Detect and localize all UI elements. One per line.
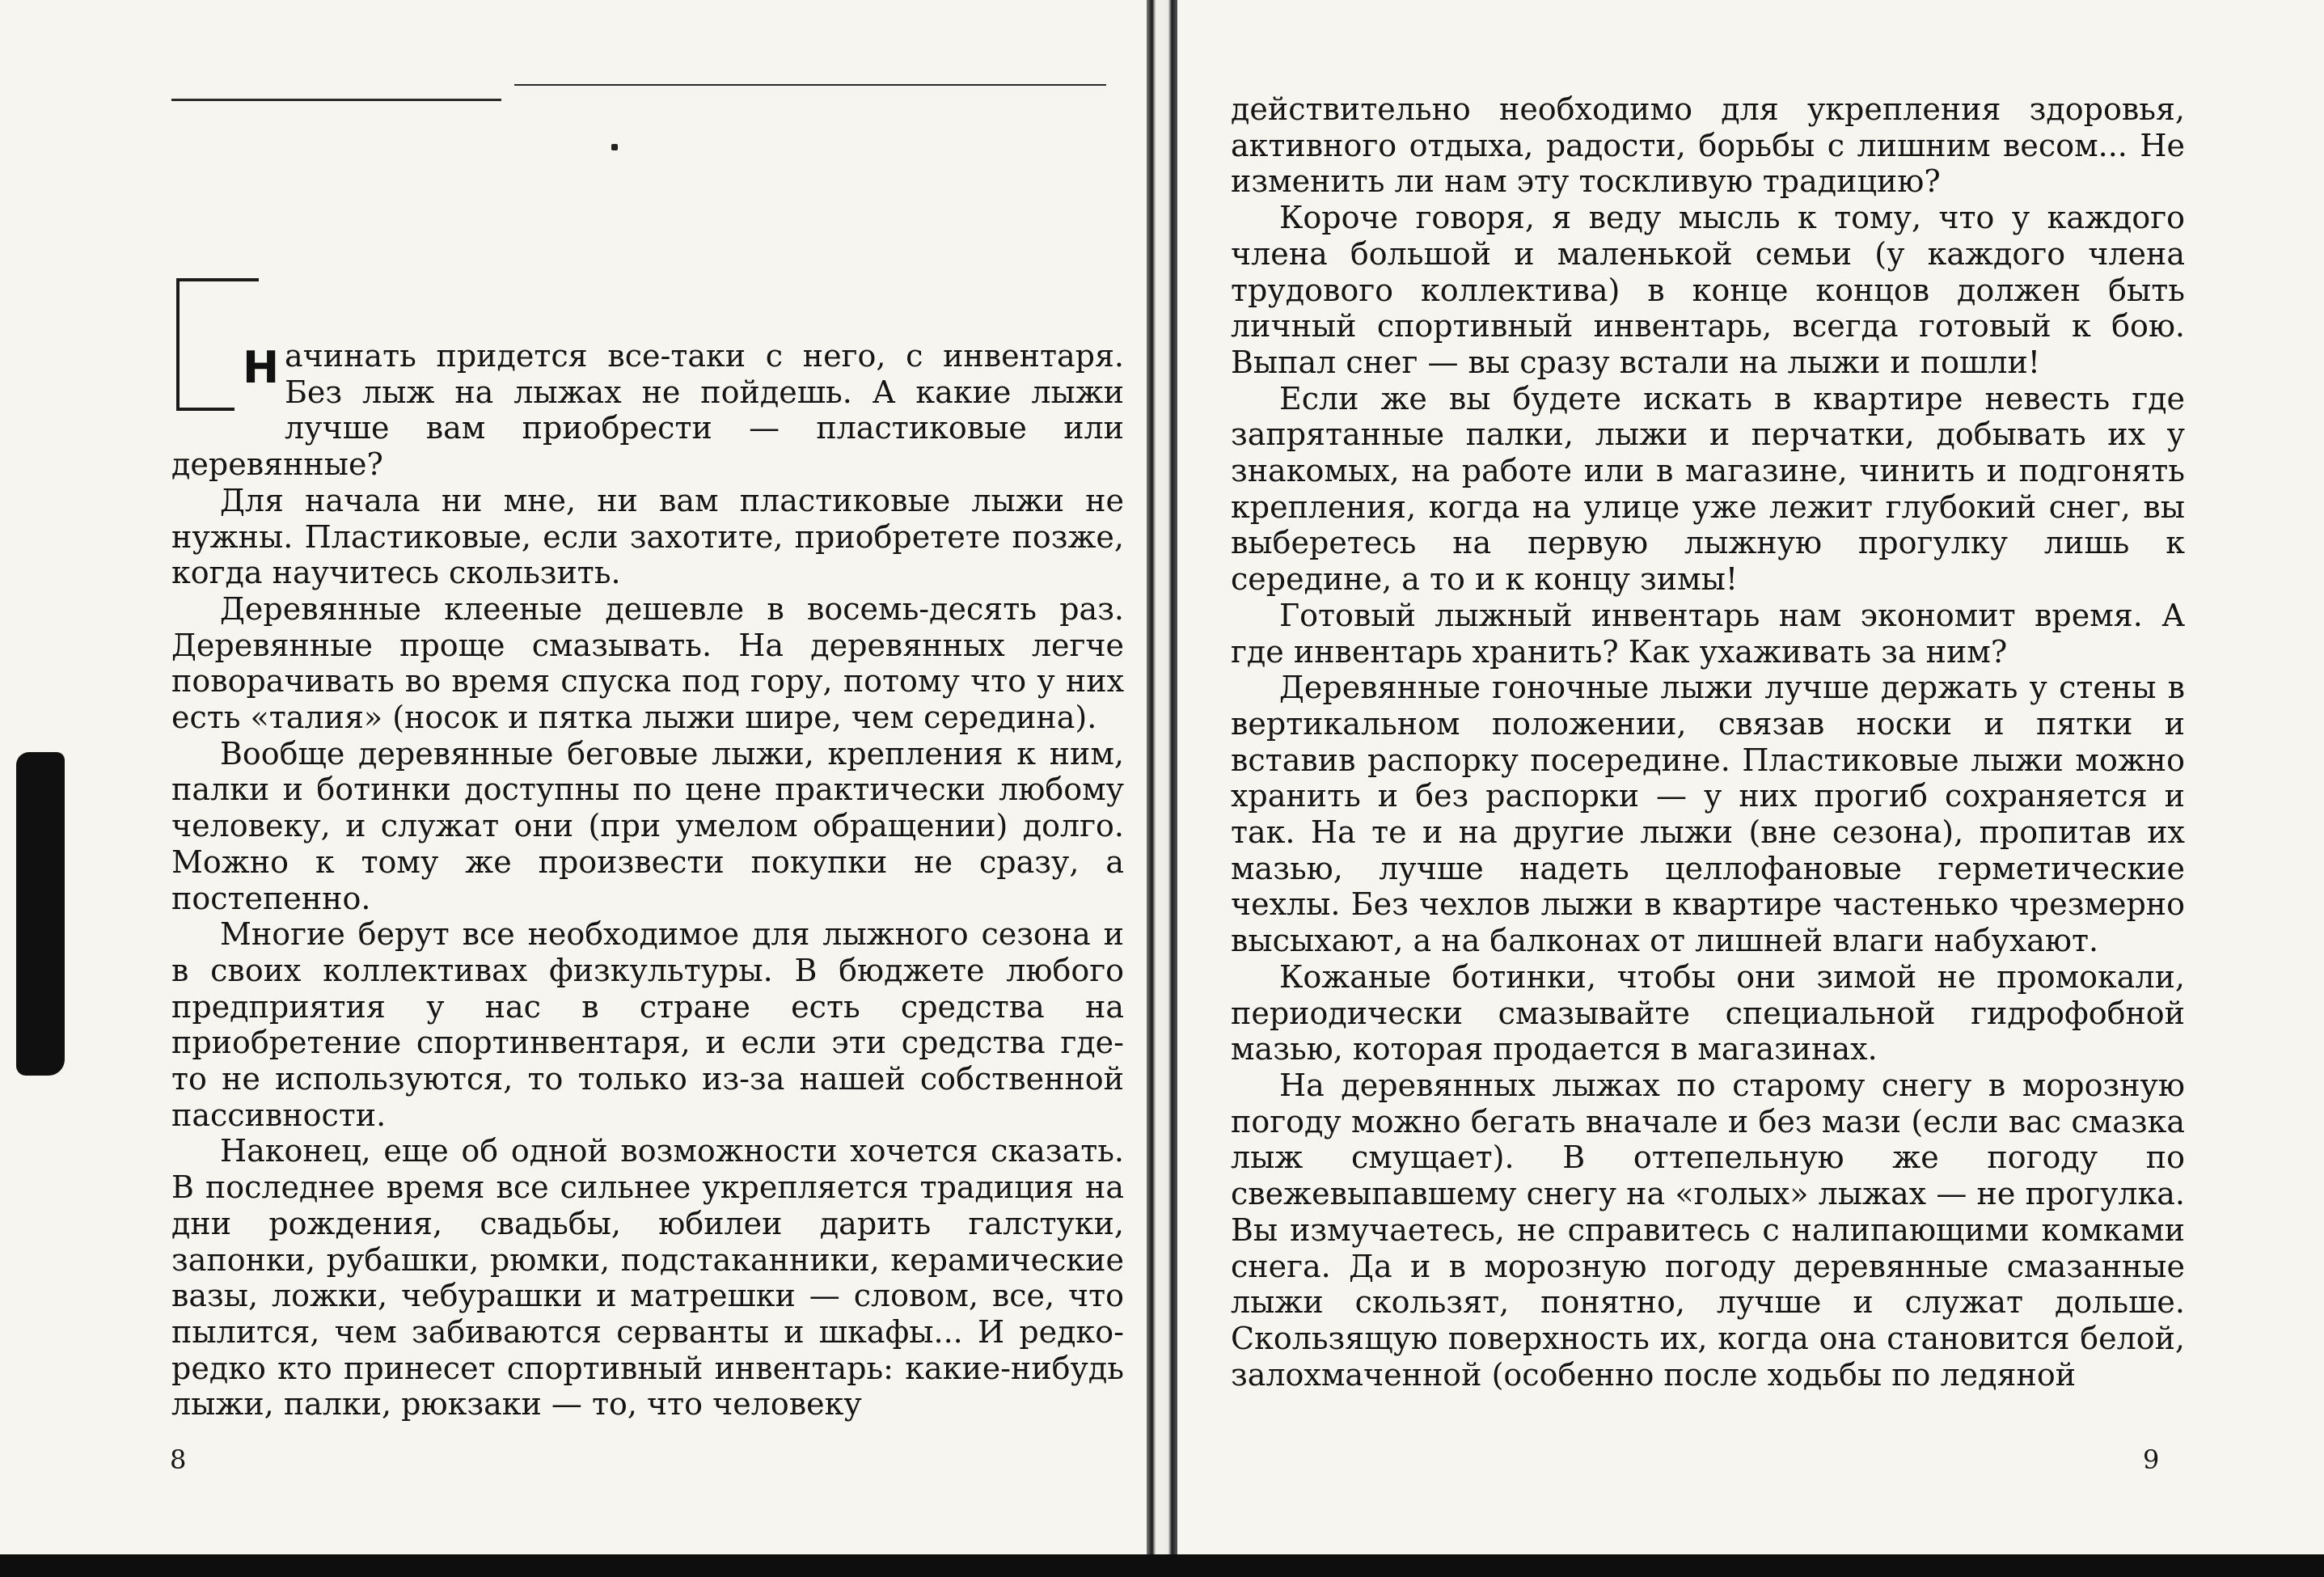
continuation-paragraph: действительно необходимо для укрепления здоровья, активного отдыха, радости, борьбы с лишним весом... Не изменить ли нам эту тоскливую традицию? [1231,91,2185,200]
scan-shadow-mark [16,752,65,1076]
scan-bottom-edge [0,1554,2324,1577]
dropcap-letter: Н [243,342,280,393]
left-page [0,0,1147,1577]
dropcap-frame [176,278,238,411]
dropcap [162,338,280,412]
paragraph: Наконец, еще об одной возможности хочется сказать. В последнее время все сильнее укрепляется традиция на дни рождения, свадьбы, юбилеи дарить галстуки, запонки, рубашки, рюмки, подстаканники, керамические вазы, ложки, чебурашки и матрешки — словом, все, что пылится, чем забиваются серванты и шкафы... И редко-редко кто принесет спортивный инвентарь: какие-нибудь лыжи, палки, рюкзаки — то, что человеку [171,1133,1124,1423]
opening-text: ачинать придется все-таки с него, с инвентаря. Без лыж на лыжах не пойдешь. А какие лыжи лучше вам приобрести — пластиковые или деревянные? [171,338,1124,483]
paragraph: Вообще деревянные беговые лыжи, крепления к ним, палки и ботинки доступны по цене практически любому человеку, и служат они (при умелом обращении) долго. Можно к тому же произвести покупки не сразу, а постепенно. [171,735,1124,916]
paragraph: Деревянные гоночные лыжи лучше держать у стены в вертикальном положении, связав носки и пятки и вставив распорку посередине. Пластиковые лыжи можно хранить и без распорки — у них прогиб сохраняется и так. На те и на другие лыжи (вне сезона), пропитав их мазью, лучше надеть целлофановые герметические чехлы. Без чехлов лыжи в квартире частенько чрезмерно высыхают, а на балконах от лишней влаги набухают. [1231,670,2185,959]
print-speck [611,144,618,150]
book-gutter [1147,0,1177,1577]
paragraph: Если же вы будете искать в квартире невесть где запрятанные палки, лыжи и перчатки, добывать их у знакомых, на работе или в магазине, чинить и подгонять крепления, когда на улице уже лежит глубокий снег, вы выберетесь на первую лыжную прогулку лишь к середине, а то и к концу зимы! [1231,380,2185,598]
page-number-right: 9 [2143,1444,2160,1475]
decorative-rule-left [171,99,501,101]
opening-paragraph [171,338,1124,483]
paragraph: Многие берут все необходимое для лыжного сезона и в своих коллективах физкультуры. В бюджете любого предприятия у нас в стране есть средства на приобретение спортинвентаря, и если эти средства где-то не используются, то только из-за нашей собственной пассивности. [171,916,1124,1133]
right-page-text [1231,91,2185,1393]
paragraph: На деревянных лыжах по старому снегу в морозную погоду можно бегать вначале и без мази (если вас смазка лыж смущает). В оттепельную же погоду по свежевыпавшему снегу на «голых» лыжах — не прогулка. Вы измучаетесь, не справитесь с налипающими комками снега. Да и в морозную погоду деревянные смазанные лыжи скользят, понятно, лучше и служат дольше. Скользящую поверхность их, когда она становится белой, залохмаченной (особенно после ходьбы по ледяной [1231,1067,2185,1393]
paragraph: Короче говоря, я веду мысль к тому, что у каждого члена большой и маленькой семьи (у каждого члена трудового коллектива) в конце концов должен быть личный спортивный инвентарь, всегда готовый к бою. Выпал снег — вы сразу встали на лыжи и пошли! [1231,200,2185,380]
page-number-left: 8 [170,1444,187,1475]
left-page-text [171,338,1124,1423]
dropcap-frame-bottom [176,408,235,411]
paragraph: Для начала ни мне, ни вам пластиковые лыжи не нужны. Пластиковые, если захотите, приобретете позже, когда научитесь скользить. [171,482,1124,591]
paragraph: Кожаные ботинки, чтобы они зимой не промокали, периодически смазывайте специальной гидрофобной мазью, которая продается в магазинах. [1231,958,2185,1068]
decorative-rule-right [514,84,1106,86]
paragraph: Деревянные клееные дешевле в восемь-десять раз. Деревянные проще смазывать. На деревянных легче поворачивать во время спуска под гору, потому что у них есть «талия» (носок и пятка лыжи шире, чем середина). [171,590,1124,736]
paragraph: Готовый лыжный инвентарь нам экономит время. А где инвентарь хранить? Как ухаживать за ним? [1231,597,2185,670]
right-page [1177,0,2324,1577]
